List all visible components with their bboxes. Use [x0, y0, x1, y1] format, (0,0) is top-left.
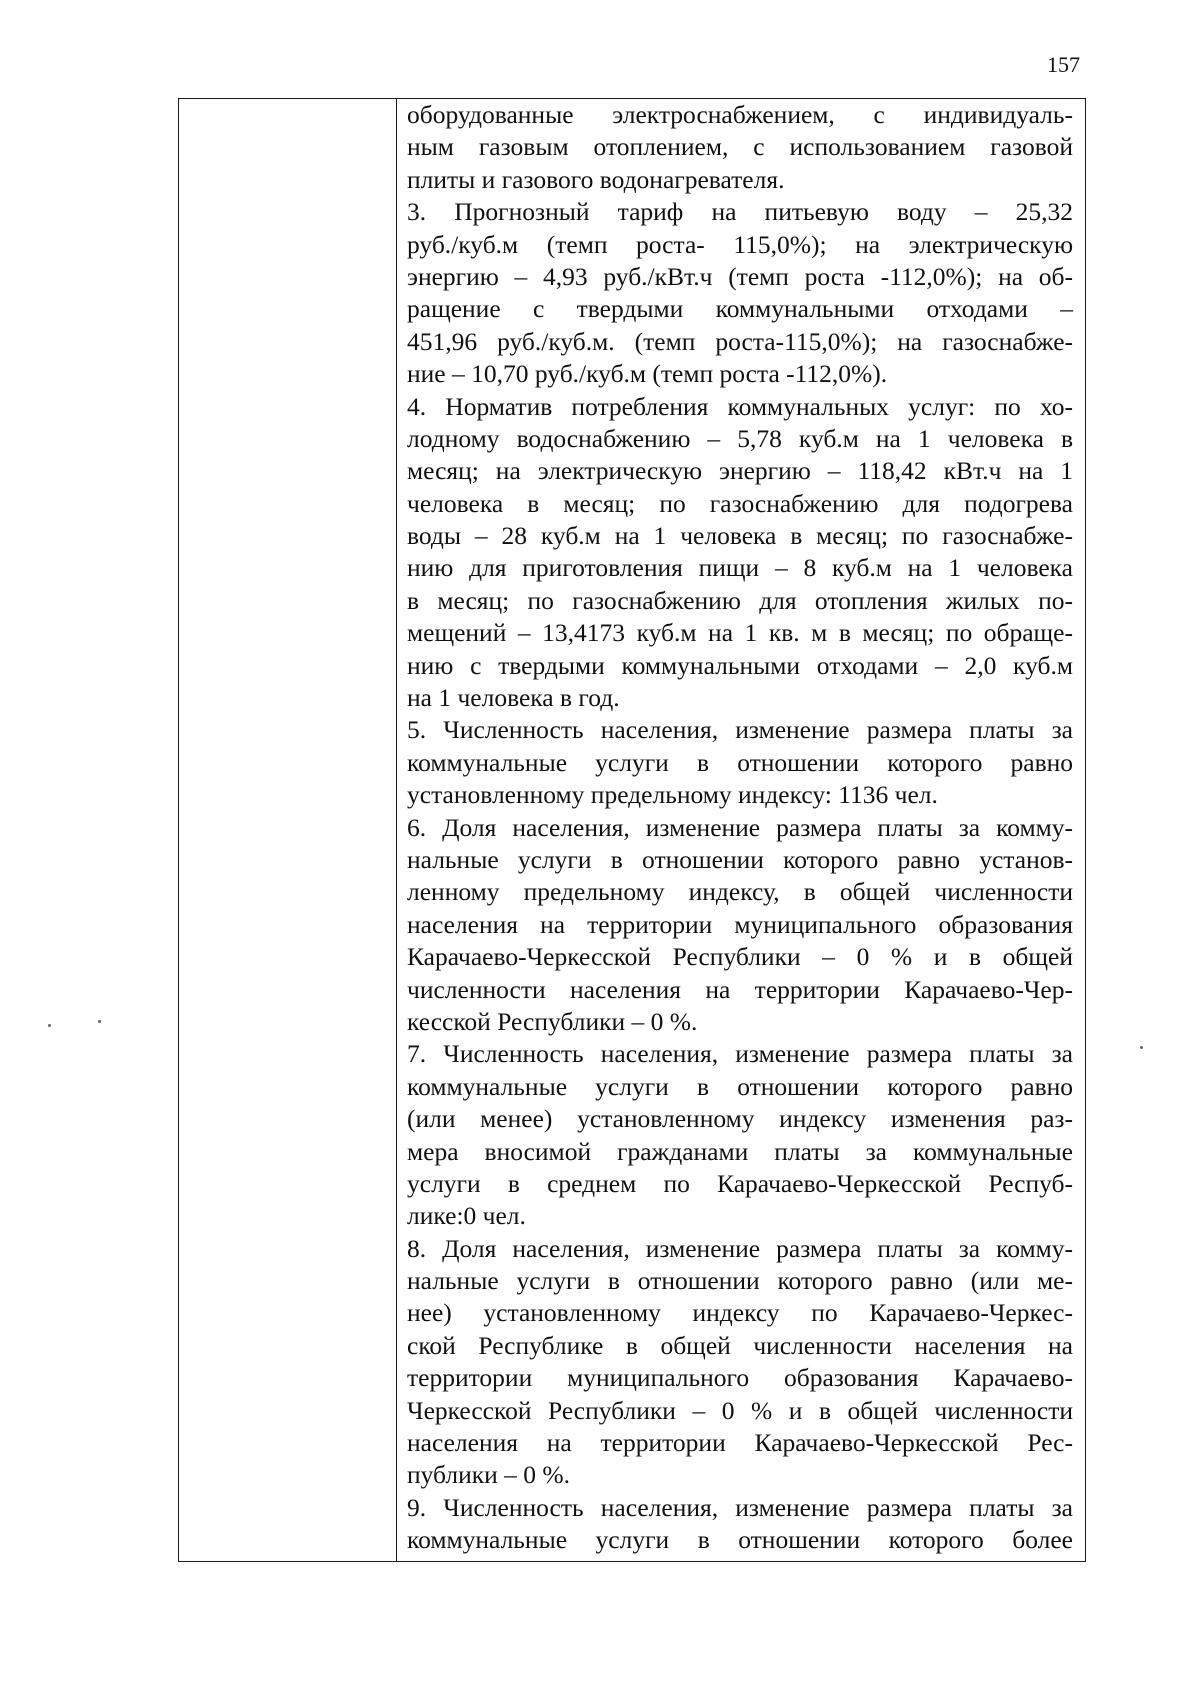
- text-line: Карачаево-Черкесской Республики – 0 % и в общей: [407, 942, 1073, 972]
- text-line: ской Республике в общей численности населения на: [407, 1330, 1073, 1360]
- text-line: нию для приготовления пищи – 8 куб.м на 1 человека: [407, 553, 1073, 583]
- text-line: ращение с твердыми коммунальными отходами –: [407, 294, 1073, 324]
- text-line: 6. Доля населения, изменение размера платы за комму-: [407, 812, 1073, 842]
- text-line: оборудованные электроснабжением, с индивидуаль-: [407, 100, 1073, 129]
- text-line: территории муниципального образования Карачаево-: [407, 1363, 1073, 1393]
- text-line: кесской Республики – 0 %.: [407, 1006, 698, 1036]
- text-line: плиты и газового водонагревателя.: [407, 164, 785, 194]
- text-line: нее) установленному индексу по Карачаево-Черкес-: [407, 1298, 1073, 1328]
- text-line: месяц; на электрическую энергию – 118,42 кВт.ч на 1: [407, 456, 1073, 486]
- text-line: (или менее) установленному индексу изменения раз-: [407, 1104, 1073, 1134]
- text-line: 3. Прогнозный тариф на питьевую воду – 25,32: [407, 197, 1073, 227]
- text-line: численности населения на территории Карачаево-Чер-: [407, 974, 1073, 1004]
- text-line: в месяц; по газоснабжению для отопления жилых по-: [407, 585, 1073, 615]
- text-line: мера вносимой гражданами платы за коммунальные: [407, 1136, 1073, 1166]
- text-line: на 1 человека в год.: [407, 683, 620, 713]
- text-line: Черкесской Республики – 0 % и в общей численности: [407, 1395, 1073, 1425]
- text-line: коммунальные услуги в отношении которого равно: [407, 747, 1073, 777]
- text-line: установленному предельному индексу: 1136 чел.: [407, 780, 938, 810]
- text-line: 8. Доля населения, изменение размера платы за комму-: [407, 1233, 1073, 1263]
- text-line: ным газовым отоплением, с использованием газовой: [407, 132, 1073, 162]
- text-line: коммунальные услуги в отношении которого равно: [407, 1071, 1073, 1101]
- text-line: 4. Норматив потребления коммунальных услуг: по хо-: [407, 391, 1073, 421]
- text-line: услуги в среднем по Карачаево-Черкесской Респуб-: [407, 1168, 1073, 1198]
- scan-speck: [48, 1024, 51, 1027]
- text-line: населения на территории муниципального образования: [407, 909, 1073, 939]
- text-line: публики – 0 %.: [407, 1460, 571, 1490]
- text-line: ленному предельному индексу, в общей численности: [407, 877, 1073, 907]
- text-line: нальные услуги в отношении которого равно (или ме-: [407, 1266, 1073, 1296]
- text-line: 7. Численность населения, изменение размера платы за: [407, 1039, 1073, 1069]
- text-line: 451,96 руб./куб.м. (темп роста-115,0%); на газоснабже-: [407, 326, 1073, 356]
- text-line: руб./куб.м (темп роста- 115,0%); на электрическую: [407, 229, 1073, 259]
- text-line: коммунальные услуги в отношении которого более: [407, 1525, 1073, 1555]
- table-left-cell: [179, 99, 397, 1561]
- text-line: населения на территории Карачаево-Черкесской Рес-: [407, 1428, 1073, 1458]
- text-line: лике:0 чел.: [407, 1201, 526, 1231]
- text-line: 5. Численность населения, изменение размера платы за: [407, 715, 1073, 745]
- text-line: лодному водоснабжению – 5,78 куб.м на 1 человека в: [407, 423, 1073, 453]
- text-line: нальные услуги в отношении которого равно установ-: [407, 844, 1073, 874]
- text-line: воды – 28 куб.м на 1 человека в месяц; по газоснабже-: [407, 521, 1073, 551]
- scan-speck: [98, 1020, 101, 1023]
- text-line: человека в месяц; по газоснабжению для подогрева: [407, 488, 1073, 518]
- text-line: нию с твердыми коммунальными отходами – 2,0 куб.м: [407, 650, 1073, 680]
- text-line: мещений – 13,4173 куб.м на 1 кв. м в месяц; по обраще-: [407, 618, 1073, 648]
- page-number: 157: [1047, 52, 1080, 77]
- table-text-cell: [397, 99, 1085, 1561]
- text-line: энергию – 4,93 руб./кВт.ч (темп роста -112,0%); на об-: [407, 261, 1073, 291]
- document-table: [178, 98, 1086, 1562]
- text-line: 9. Численность населения, изменение размера платы за: [407, 1492, 1073, 1522]
- text-line: ние – 10,70 руб./куб.м (темп роста -112,0%).: [407, 359, 888, 389]
- scan-speck: [1140, 1046, 1143, 1049]
